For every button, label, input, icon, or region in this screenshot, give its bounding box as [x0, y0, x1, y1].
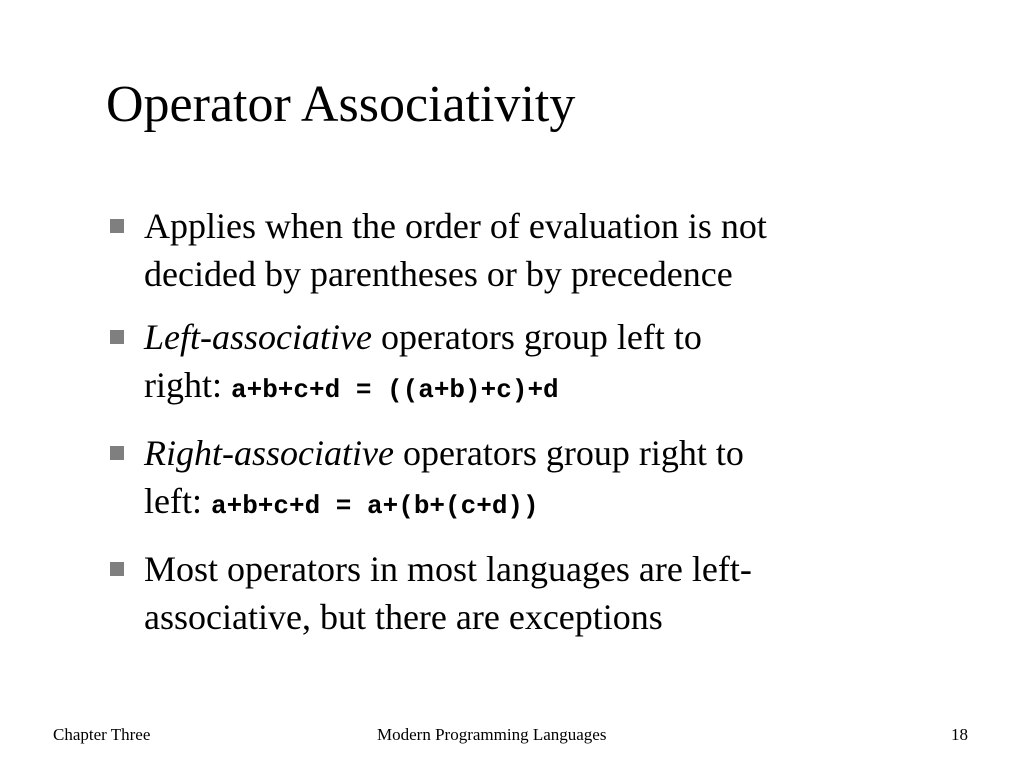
bullet-line [144, 477, 986, 530]
square-bullet-icon [110, 219, 124, 233]
code-example: a+b+c+d = ((a+b)+c)+d [231, 375, 559, 405]
bullet-text: operators group right to [393, 433, 744, 473]
square-bullet-icon [110, 330, 124, 344]
emphasized-term: Left-associative [144, 317, 372, 357]
bullet-text: operators group left to [371, 317, 702, 357]
bullet-line: decided by parentheses or by precedence [144, 254, 733, 294]
bullet-line: Applies when the order of evaluation is not [144, 206, 767, 246]
square-bullet-icon [110, 446, 124, 460]
footer-chapter: Chapter Three [53, 725, 151, 744]
bullet-item [106, 545, 986, 641]
bullet-line [144, 429, 986, 477]
footer-book-title: Modern Programming Languages [377, 725, 607, 744]
bullet-list [106, 202, 986, 656]
bullet-item [106, 429, 986, 530]
slide-title: Operator Associativity [106, 76, 576, 133]
square-bullet-icon [110, 562, 124, 576]
bullet-text: right: [144, 365, 231, 405]
bullet-line [144, 313, 986, 361]
code-example: a+b+c+d = a+(b+(c+d)) [210, 491, 539, 521]
bullet-line: Most operators in most languages are left- [144, 549, 752, 589]
bullet-item [106, 202, 986, 298]
bullet-line: associative, but there are exceptions [144, 597, 663, 637]
footer-page-number: 18 [951, 725, 968, 744]
bullet-item [106, 313, 986, 414]
emphasized-term: Right-associative [144, 433, 394, 473]
bullet-text: left: [144, 481, 211, 521]
bullet-line [144, 361, 986, 414]
